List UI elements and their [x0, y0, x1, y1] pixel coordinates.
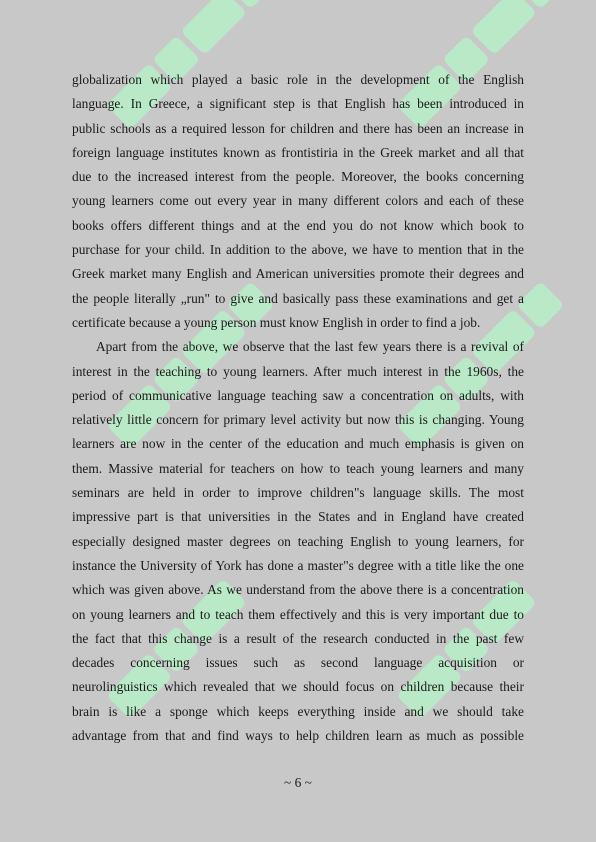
text-line: them. Massive material for teachers on how to teach young learners and many: [72, 460, 524, 476]
body-text: [72, 68, 524, 748]
text-line: neurolinguistics which revealed that we should focus on children because their: [72, 679, 524, 695]
text-line: the fact that this change is a result of the research conducted in the past few: [72, 630, 524, 646]
text-line: relatively little concern for primary level activity but now this is changing. Young: [72, 412, 524, 428]
paragraph-2: [72, 335, 524, 748]
text-line: due to the increased interest from the people. Moreover, the books concerning: [72, 169, 524, 185]
text-line: Greek market many English and American universities promote their degrees and: [72, 266, 524, 282]
paragraph-1: [72, 68, 524, 335]
text-line: language. In Greece, a significant step is that English has been introduced in: [72, 96, 524, 112]
text-line: interest in the teaching to young learners. After much interest in the 1960s, the: [72, 363, 524, 379]
text-line: which was given above. As we understand from the above there is a concentration: [72, 582, 524, 598]
text-line: learners are now in the center of the education and much emphasis is given on: [72, 436, 524, 452]
text-line: public schools as a required lesson for children and there has been an increase in: [72, 120, 524, 136]
text-line: instance the University of York has done a master"s degree with a title like the one: [72, 557, 524, 573]
text-line: especially designed master degrees on teaching English to young learners, for: [72, 533, 524, 549]
text-line: globalization which played a basic role in the development of the English: [72, 72, 524, 87]
text-line: impressive part is that universities in the States and in England have created: [72, 509, 524, 525]
text-line: certificate because a young person must know English in order to find a job.: [72, 314, 481, 330]
text-line: books offers different things and at the end you do not know which book to: [72, 217, 524, 233]
text-line: young learners come out every year in many different colors and each of these: [72, 193, 524, 209]
text-line: foreign language institutes known as frontistiria in the Greek market and all that: [72, 144, 524, 160]
text-line: on young learners and to teach them effectively and this is very important due to: [72, 606, 524, 622]
text-line: the people literally „run" to give and basically pass these examinations and get a: [72, 290, 524, 306]
text-line: purchase for your child. In addition to the above, we have to mention that in the: [72, 242, 524, 258]
text-line: seminars are held in order to improve children"s language skills. The most: [72, 485, 524, 501]
text-line: brain is like a sponge which keeps everything inside and we should take: [72, 703, 524, 719]
text-line: Apart from the above, we observe that the last few years there is a revival of: [96, 339, 524, 355]
page-number: ~ 6 ~: [284, 775, 312, 790]
text-line: period of communicative language teaching saw a concentration on adults, with: [72, 387, 524, 403]
text-line: advantage from that and find ways to help children learn as much as possible: [72, 728, 524, 744]
text-line: decades concerning issues such as second language acquisition or: [72, 655, 524, 671]
